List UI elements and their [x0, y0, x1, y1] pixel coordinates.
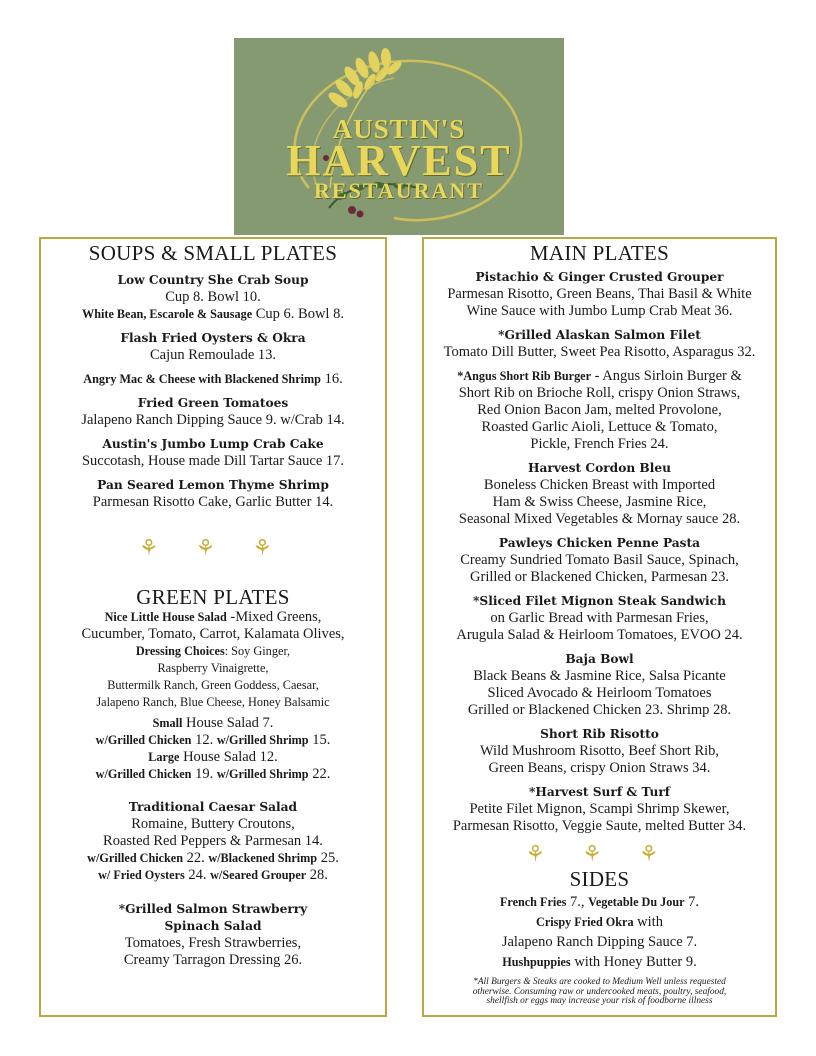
addon-label: w/Grilled Chicken [95, 767, 192, 781]
item-desc: Tomato Dill Butter, Sweet Pea Risotto, Asparagus 32. [443, 344, 756, 360]
green-plates-heading: GREEN PLATES [136, 585, 290, 609]
item-desc: Arugula Salad & Heirloom Tomatoes, EVOO 24. [456, 627, 743, 643]
item-title: Pawleys Chicken Penne Pasta [498, 536, 701, 550]
logo-line-harvest: HARVEST [286, 136, 512, 185]
menu-item-green-tomatoes [41, 395, 385, 429]
item-desc: Parmesan Risotto, Veggie Saute, melted Butter 34. [452, 818, 747, 834]
disclaimer-line: otherwise. Consuming raw or undercooked meats, poultry, seafood, [472, 986, 727, 997]
item-title: Harvest Cordon Bleu [528, 461, 671, 475]
side-title: French Fries [499, 895, 567, 909]
sides-heading: SIDES [569, 867, 630, 891]
small-desc: House Salad 7. [182, 715, 274, 731]
item-title: *Grilled Alaskan Salmon Filet [498, 328, 701, 342]
addon-price: 12. [191, 732, 217, 748]
addon-label: w/Grilled Shrimp [216, 733, 309, 747]
item-desc: on Garlic Bread with Parmesan Fries, [490, 610, 709, 626]
item-desc: Short Rib on Brioche Roll, crispy Onion Straws, [458, 385, 741, 401]
item-desc: Petite Filet Mignon, Scampi Shrimp Skewer, [469, 801, 730, 817]
addon-price: 25. [317, 850, 339, 866]
side-desc: with Honey Butter 9. [570, 954, 697, 970]
restaurant-logo [234, 38, 564, 235]
item-desc: Red Onion Bacon Jam, melted Provolone, [477, 402, 722, 418]
dressing-text: Jalapeno Ranch, Blue Cheese, Honey Balsamic [96, 695, 330, 709]
addon-label: w/Grilled Chicken [95, 733, 192, 747]
item-title: Baja Bowl [565, 652, 634, 666]
menu-item-shrimp [41, 477, 385, 511]
menu-item-oysters [41, 330, 385, 364]
small-label: Small [152, 716, 183, 730]
item-desc: Wine Sauce with Jumbo Lump Crab Meat 36. [466, 303, 733, 319]
item-desc: Cajun Remoulade 13. [149, 347, 277, 363]
menu-item-mac [41, 371, 385, 388]
dressing-label: Dressing Choices [135, 644, 225, 658]
item-desc: Jalapeno Ranch Dipping Sauce 9. w/Crab 14. [81, 412, 345, 428]
menu-item-house-salad [41, 609, 385, 783]
right-menu-column [422, 237, 777, 1017]
wheat-sprig-icons: ⚘ ⚘ ⚘ [138, 536, 288, 561]
item-title: *Grilled Salmon Strawberry [118, 902, 308, 916]
item-title: Pan Seared Lemon Thyme Shrimp [97, 478, 329, 492]
menu-item-burger [424, 368, 775, 453]
menu-item-short-rib-risotto [424, 726, 775, 777]
item-title: Pistachio & Ginger Crusted Grouper [475, 270, 724, 284]
dressing-text: Buttermilk Ranch, Green Goddess, Caesar, [107, 678, 319, 692]
item-desc: Grilled or Blackened Chicken, Parmesan 23. [470, 569, 729, 585]
addon-price: 24. [184, 867, 211, 883]
addon-label: w/Grilled Shrimp [216, 767, 309, 781]
menu-item-caesar [41, 799, 385, 884]
side-title: Vegetable Du Jour [588, 895, 685, 909]
addon-label: w/Grilled Chicken [87, 851, 183, 865]
dressing-text: : Soy Ginger, [224, 644, 291, 658]
large-label: Large [148, 750, 180, 764]
sides-list [424, 894, 775, 971]
addon-label: w/ Fried Oysters [98, 868, 185, 882]
item-title: Flash Fried Oysters & Okra [120, 331, 306, 345]
addon-price: 19. [191, 766, 217, 782]
item-desc: -Mixed Greens, [226, 609, 322, 625]
item-title: Nice Little House Salad [104, 610, 227, 624]
wheat-sprig-icons: ⚘ ⚘ ⚘ [525, 842, 674, 867]
side-desc: Jalapeno Ranch Dipping Sauce 7. [501, 934, 698, 950]
item-title: Traditional Caesar Salad [128, 800, 298, 814]
addon-price: 22. [308, 766, 331, 782]
item-desc: Roasted Red Peppers & Parmesan 14. [103, 833, 323, 849]
side-desc: with [633, 914, 663, 930]
item-desc: Black Beans & Jasmine Rice, Salsa Picante [473, 668, 726, 684]
item-title: Low Country She Crab Soup [117, 273, 309, 287]
item-title: *Angus Short Rib Burger [457, 369, 591, 383]
item-desc: 16. [320, 371, 343, 387]
item-title: White Bean, Escarole & Sausage [82, 307, 253, 321]
disclaimer-line: shellfish or eggs may increase your risk of foodborne illness [486, 996, 713, 1006]
addon-label: w/Blackened Shrimp [208, 851, 318, 865]
main-plates-heading: MAIN PLATES [529, 241, 670, 265]
disclaimer-note [424, 978, 775, 1007]
item-desc: Green Beans, crispy Onion Straws 34. [488, 760, 711, 776]
menu-item-cordon-bleu [424, 460, 775, 528]
item-title: *Harvest Surf & Turf [528, 785, 671, 799]
addon-price: 28. [306, 867, 328, 883]
left-menu-column [39, 237, 387, 1017]
item-title: Austin's Jumbo Lump Crab Cake [102, 437, 324, 451]
item-desc: Wild Mushroom Risotto, Beef Short Rib, [479, 743, 720, 759]
item-title: Angry Mac & Cheese with Blackened Shrimp [83, 372, 321, 386]
logo-line-restaurant: RESTAURANT [314, 178, 484, 203]
item-desc: Ham & Swiss Cheese, Jasmine Rice, [492, 494, 707, 510]
item-desc: Seasonal Mixed Vegetables & Mornay sauce 28. [458, 511, 741, 527]
side-title: Crispy Fried Okra [536, 915, 634, 929]
item-title: *Sliced Filet Mignon Steak Sandwich [473, 594, 726, 608]
side-title: Hushpuppies [502, 955, 571, 969]
menu-item-crab-cake [41, 436, 385, 470]
item-desc: Creamy Tarragon Dressing 26. [123, 952, 303, 968]
addon-price: 22. [182, 850, 209, 866]
item-title: Spinach Salad [164, 919, 262, 933]
menu-item-salmon [424, 327, 775, 361]
disclaimer-line: *All Burgers & Steaks are cooked to Medium Well unless requested [473, 977, 726, 987]
item-desc: Cup 6. Bowl 8. [252, 306, 344, 322]
item-desc: Cup 8. Bowl 10. [165, 289, 261, 305]
item-title: Fried Green Tomatoes [137, 396, 289, 410]
menu-item-filet-sandwich [424, 593, 775, 644]
item-desc: Grilled or Blackened Chicken 23. Shrimp 28. [467, 702, 732, 718]
menu-item-strawberry-salad [41, 901, 385, 969]
item-desc: Sliced Avocado & Heirloom Tomatoes [487, 685, 712, 701]
logo-line-austins: AUSTIN'S [332, 114, 466, 144]
item-desc: Parmesan Risotto, Green Beans, Thai Basil & White [447, 286, 752, 302]
menu-item-surf-turf [424, 784, 775, 835]
item-desc: Boneless Chicken Breast with Imported [483, 477, 716, 493]
menu-item-baja-bowl [424, 651, 775, 719]
addon-label: w/Seared Grouper [210, 868, 307, 882]
soups-heading: SOUPS & SMALL PLATES [88, 241, 338, 265]
item-desc: Succotash, House made Dill Tartar Sauce 17. [81, 453, 345, 469]
item-title: Short Rib Risotto [540, 727, 659, 741]
large-desc: House Salad 12. [179, 749, 278, 765]
item-desc: Roasted Garlic Aioli, Lettuce & Tomato, [481, 419, 718, 435]
menu-item-she-crab [41, 272, 385, 323]
item-desc: Cucumber, Tomato, Carrot, Kalamata Olives, [81, 626, 345, 642]
item-desc: Tomatoes, Fresh Strawberries, [124, 935, 302, 951]
dressing-text: Raspberry Vinaigrette, [157, 661, 269, 675]
menu-item-grouper [424, 269, 775, 320]
side-price: 7., [566, 894, 589, 910]
addon-price: 15. [308, 732, 331, 748]
item-desc: Romaine, Buttery Croutons, [131, 816, 295, 832]
side-price: 7. [684, 894, 700, 910]
item-desc: Pickle, French Fries 24. [530, 436, 669, 452]
item-desc: Parmesan Risotto Cake, Garlic Butter 14. [92, 494, 334, 510]
item-desc: Creamy Sundried Tomato Basil Sauce, Spinach, [460, 552, 739, 568]
item-desc: - Angus Sirloin Burger & [590, 368, 742, 384]
menu-item-pasta [424, 535, 775, 586]
